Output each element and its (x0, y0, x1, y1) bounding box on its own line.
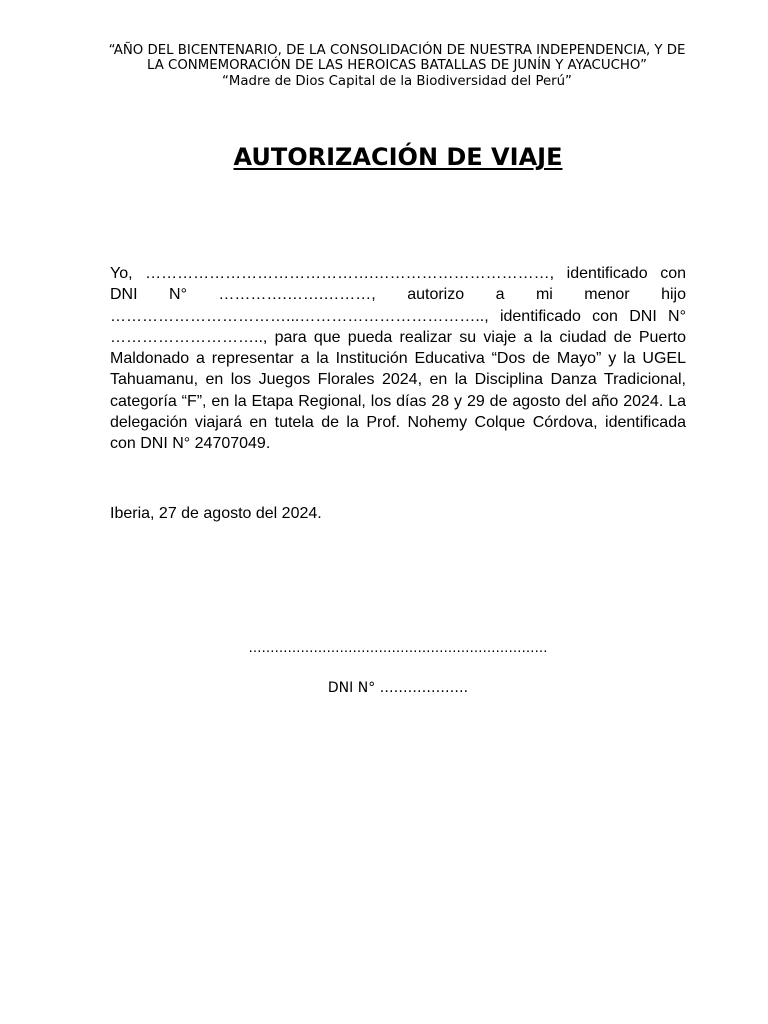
header (100, 43, 694, 89)
signature-line: …………………………………………………………… (248, 641, 548, 656)
header-region-motto: “Madre de Dios Capital de la Biodiversidad del Perú” (222, 73, 572, 89)
signature-dni: DNI N° ………………. (327, 680, 469, 696)
header-year-motto: “AÑO DEL BICENTENARIO, DE LA CONSOLIDACIÓN DE NUESTRA INDEPENDENCIA, Y DE LA CONMEMORACIÓN DE LAS HEROICAS BATALLAS DE JUNÍN Y AYACUCHO” (108, 43, 686, 74)
document-title: AUTORIZACIÓN DE VIAJE (233, 143, 563, 171)
place-date: Iberia, 27 de agosto del 2024. (110, 505, 322, 522)
authorization-body: Yo, …………………………………….……………………………, identificado con DNI N° ………….…….………, autorizo a mi menor hijo ……………………………...…………………………….., identificado con DNI N° ……………………….., para que pueda realizar su viaje a la ciudad de Puerto Maldonado a representar a la Institución Educativa “Dos de Mayo” y la UGEL Tahuamanu, en los Juegos Florales 2024, en la Disciplina Danza Tradicional, categoría “F”, en la Etapa Regional, los días 28 y 29 de agosto del año 2024. La delegación viajará en tutela de la Prof. Nohemy Colque Córdova, identificada con DNI N° 24707049. (110, 265, 686, 453)
